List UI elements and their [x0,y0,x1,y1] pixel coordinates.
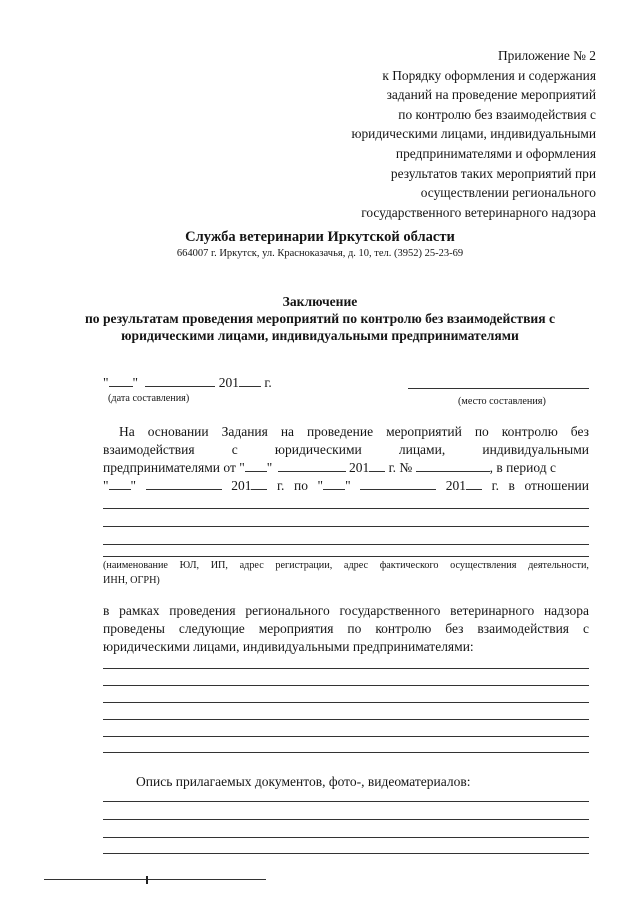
word: рамках [119,603,160,618]
period-end-day-blank[interactable] [323,478,345,490]
word: ветеринарного [450,603,535,618]
word: (наименование [103,560,168,571]
word: проведения [169,603,236,618]
document-title: Заключение [282,294,358,309]
document-subtitle-line2: юридическими лицами, индивидуальными предпринимателями [121,328,519,343]
word: проведены [103,621,165,636]
word: регионального [245,603,330,618]
text-segment: " [130,478,137,493]
activities-line-1 [103,603,589,619]
word: адрес [343,560,369,571]
date-quote-open: " [103,375,109,390]
text-segment: по [293,478,308,493]
appendix-line: осуществлении регионального [420,185,596,201]
word: взаимодействия [477,621,570,636]
task-month-blank[interactable] [278,460,346,472]
activities-blank-line[interactable] [103,736,589,737]
word: На [119,424,135,439]
word: по [474,424,489,439]
word: взаимодействия [103,442,195,457]
date-year-prefix: 201 [218,375,240,390]
word: на [280,424,295,439]
activities-blank-line[interactable] [103,702,589,703]
appendix-line: заданий на проведение мероприятий [386,87,596,103]
attachments-blank-line[interactable] [103,819,589,820]
word: контролю [501,424,558,439]
entity-caption-line-1 [103,560,589,571]
word: фактического [379,560,439,571]
page-mark [146,876,148,884]
task-day-blank[interactable] [245,460,267,472]
word: ЮЛ, [179,560,200,571]
attachments-blank-line[interactable] [103,801,589,802]
entity-caption-line-2: ИНН, ОГРН) [103,575,160,586]
date-caption: (дата составления) [108,393,190,404]
period-start-month-blank[interactable] [146,478,222,490]
task-number-blank[interactable] [416,460,490,472]
word: индивидуальными [482,442,589,457]
appendix-line: предпринимателями и оформления [395,145,596,161]
activities-blank-line[interactable] [103,719,589,720]
basis-line-2 [103,442,589,458]
appendix-line: к Порядку оформления и содержания [382,67,596,83]
text-segment: " [103,478,109,493]
task-year-blank[interactable] [369,460,385,472]
text-segment: г. [491,478,499,493]
period-start-year-blank[interactable] [251,478,267,490]
activities-blank-line[interactable] [103,752,589,753]
text-segment: г. № [388,460,413,475]
document-subtitle-line1: по результатам проведения мероприятий по контролю без взаимодействия с [84,311,556,326]
word: проведение [306,424,374,439]
date-quote-close: " [132,375,139,390]
entity-blank-line[interactable] [103,544,589,545]
word: с [231,442,238,457]
period-end-month-blank[interactable] [360,478,436,490]
word: в [103,603,110,618]
word: юридическими [274,442,362,457]
text-segment: 201 [231,478,252,493]
word: государственного [339,603,441,618]
appendix-line: результатов таких мероприятий при [390,165,596,181]
text-segment: 201 [445,478,466,493]
period-end-year-blank[interactable] [466,478,482,490]
appendix-line: Приложение № 2 [497,48,596,63]
activities-blank-line[interactable] [103,668,589,669]
date-year-blank[interactable] [239,375,261,387]
word: надзора [543,603,589,618]
word: следующие [178,621,245,636]
text-segment: г. [277,478,285,493]
footer-rule [44,879,266,880]
text-segment: " [317,478,324,493]
word: без [445,621,464,636]
word: мероприятия [258,621,334,636]
word: по [347,621,362,636]
attachments-label: Опись прилагаемых документов, фото-, видеоматериалов: [136,774,471,789]
word: деятельности, [528,560,589,571]
activities-line-3: юридическими лицами, индивидуальными предпринимателями: [103,639,474,654]
date-field[interactable] [103,375,272,391]
text-segment: предпринимателями от " [103,460,245,475]
word: регистрации, [275,560,333,571]
place-caption: (место составления) [458,396,546,407]
word: лицами, [398,442,446,457]
text-segment: 201 [349,460,370,475]
appendix-line: государственного ветеринарного надзора [361,204,596,220]
organization-address: 664007 г. Иркутск, ул. Красноказачья, д. 10, тел. (3952) 25-23-69 [176,248,464,259]
text-segment: в [508,478,515,493]
text-segment: " [345,478,351,493]
word: контролю [375,621,432,636]
text-segment: , в период с [489,460,556,475]
date-day-blank[interactable] [109,375,133,387]
entity-blank-line[interactable] [103,526,589,527]
word: мероприятий [386,424,462,439]
basis-line-4 [103,478,589,494]
word: основании [147,424,209,439]
place-field[interactable] [408,388,589,389]
text-segment: отношении [524,478,589,493]
organization-name: Служба ветеринарии Иркутской области [185,229,455,245]
activities-line-2 [103,621,589,637]
word: адрес [239,560,264,571]
word: Задания [221,424,268,439]
appendix-header [276,46,596,222]
date-year-suffix: г. [264,375,272,390]
basis-line-3 [103,460,589,476]
word: ИП, [210,560,228,571]
word: с [582,621,589,636]
entity-blank-line[interactable] [103,508,589,509]
activities-blank-line[interactable] [103,685,589,686]
period-start-day-blank[interactable] [109,478,131,490]
date-month-blank[interactable] [145,375,215,387]
word: без [570,424,589,439]
appendix-line: юридическими лицами, индивидуальными [351,126,596,142]
text-segment: " [266,460,273,475]
attachments-blank-line[interactable] [103,837,589,838]
word: осуществления [450,560,517,571]
appendix-line: по контролю без взаимодействия с [398,106,596,122]
entity-blank-line[interactable] [103,556,589,557]
attachments-blank-line[interactable] [103,853,589,854]
basis-line-1 [119,424,589,440]
